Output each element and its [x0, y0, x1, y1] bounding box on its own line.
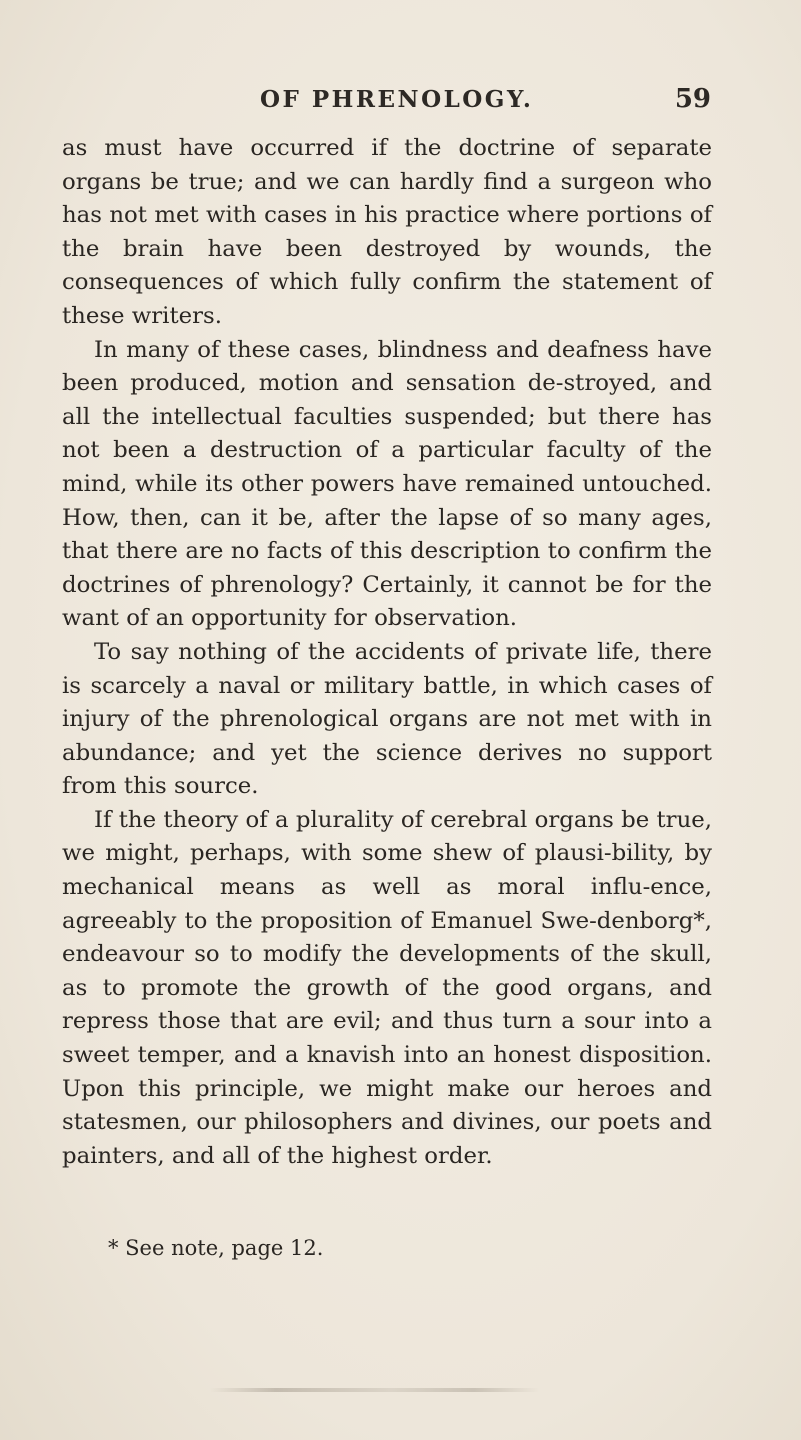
page-smudge — [210, 1388, 540, 1392]
paragraph-4: If the theory of a plurality of cerebral organs be true, we might, perhaps, with some shew of plausi-bility, by mechanical means as well as moral influ-ence, agreeably to the proposition of Emanuel Swe-denborg*, endeavour so to modify the developments of the skull, as to promote the growth of the good organs, and repress those that are evil; and thus turn a sour into a sweet temper, and a knavish into an honest disposition. Upon this principle, we might make our heroes and statesmen, our philosophers and divines, our poets and painters, and all of the highest order. — [62, 806, 712, 1169]
running-head — [60, 86, 741, 122]
footnote: * See note, page 12. — [108, 1236, 324, 1260]
paragraph-1: as must have occurred if the doctrine of separate organs be true; and we can hardly find a surgeon who has not met with cases in his practice where portions of the brain have been destroyed by wounds, the consequences of which fully confirm the statement of these writers. — [62, 135, 712, 329]
body-text — [62, 132, 712, 1173]
paragraph-2: In many of these cases, blindness and deafness have been produced, motion and sensation de-stroyed, and all the intellectual faculties suspended; but there has not been a destruction of a particular faculty of the mind, while its other powers have remained untouched. How, then, can it be, after the lapse of so many ages, that there are no facts of this description to confirm the doctrines of phrenology? Certainly, it cannot be for the want of an opportunity for observation. — [62, 336, 712, 632]
page-number: 59 — [674, 84, 711, 114]
paragraph-3: To say nothing of the accidents of private life, there is scarcely a naval or military battle, in which cases of injury of the phrenological organs are not met with in abundance; and yet the science derives no support from this source. — [62, 638, 712, 800]
running-title: OF PHRENOLOGY. — [260, 86, 534, 113]
